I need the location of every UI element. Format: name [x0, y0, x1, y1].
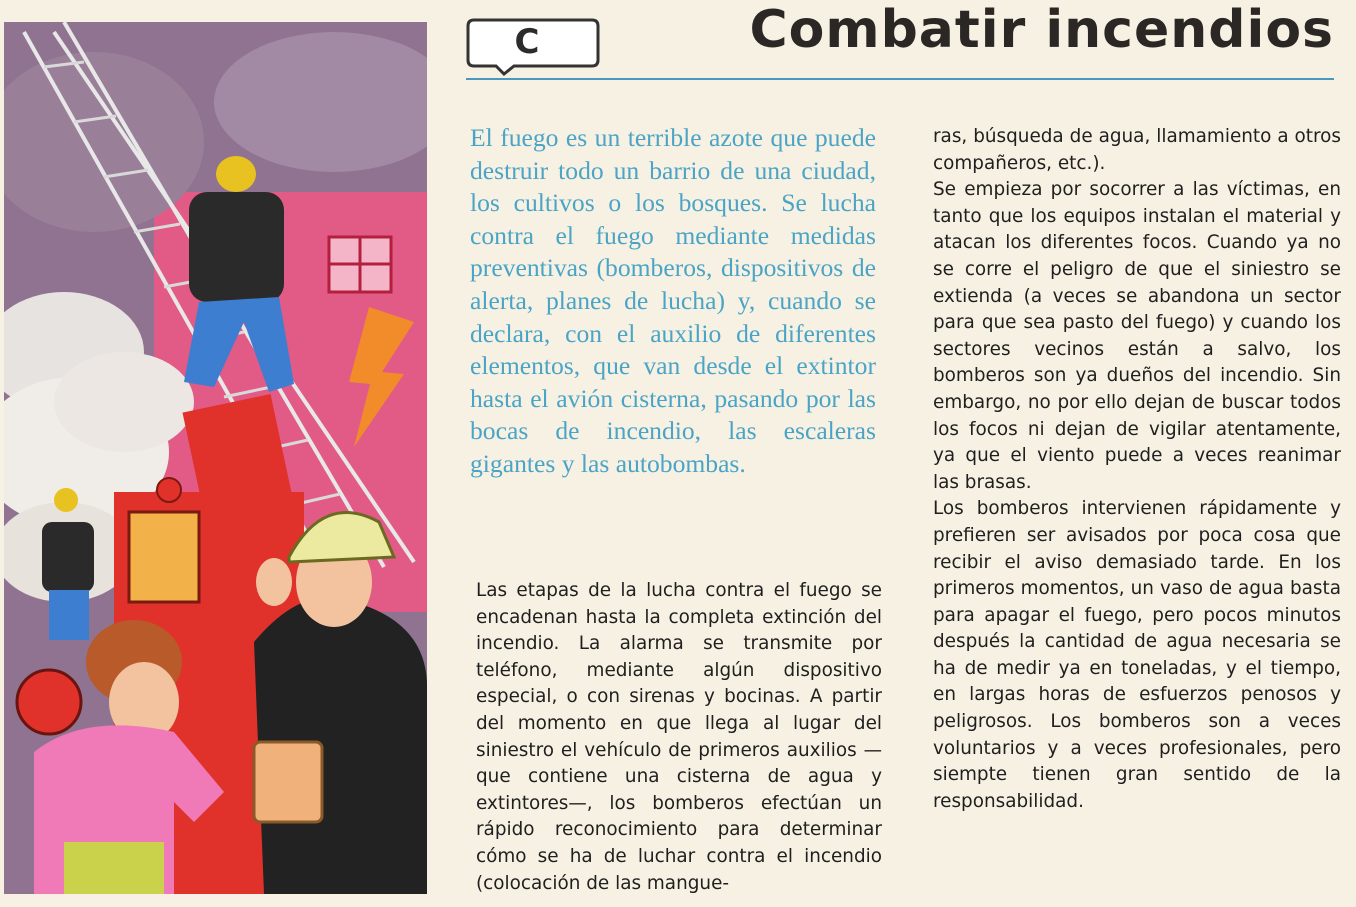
body-column-left: [476, 578, 882, 897]
body-paragraph: Los bomberos intervienen rápidamente y prefieren ser avisados por poca cosa que recibir el aviso demasiado tarde. En los primeros momentos, un vaso de agua basta para apagar el fuego, pero pocos minutos después la cantidad de agua necesaria se ha de medir ya en toneladas, y el tiempo, en largas horas de esfuerzos penosos y peligrosos. Los bomberos son a veces voluntarios y a veces profesionales, pero siempte tienen gran sentido de la responsabilidad.: [933, 498, 1341, 812]
body-paragraph: ras, búsqueda de agua, llamamiento a otros compañeros, etc.).: [933, 126, 1341, 174]
body-paragraph: Se empieza por socorrer a las víctimas, en tanto que los equipos instalan el material y atacan los diferentes focos. Cuando ya no se corre el peligro de que el siniestro se extienda (a veces se abandona un sector para que sea pasto del fuego) y cuando los sectores vecinos están a salvo, los bomberos son ya dueños del incendio. Sin embargo, no por ello dejan de buscar todos los focos ni dejan de vigilar atentamente, ya que el viento puede a veces reanimar las brasas.: [933, 179, 1341, 493]
section-tab: [466, 18, 600, 68]
body-paragraph: Las etapas de la lucha contra el fuego se encadenan hasta la completa extinción del incendio. La alarma se transmite por teléfono, mediante algún dispositivo especial, o con sirenas y bocinas. A partir del momento en que llega al lugar del siniestro el vehículo de primeros auxilios —que contiene una cisterna de agua y extintores—, los bomberos efectúan un rápido reconocimiento para determinar cómo se ha de luchar contra el incendio (colocación de las mangue-: [476, 580, 882, 894]
body-column-right: [933, 124, 1341, 815]
illustration-drawing: [4, 22, 427, 894]
section-letter: C: [514, 22, 540, 62]
intro-paragraph: El fuego es un terrible azote que puede destruir todo un barrio de una ciudad, los cultivos o los bosques. Se lucha contra el fuego mediante medidas preventivas (bomberos, dispositivos de alerta, planes de lucha) y, cuando se declara, con el auxilio de diferentes elementos, que van desde el extintor hasta el avión cisterna, pasando por las bocas de incendio, las escaleras gigantes y las autobombas.: [470, 123, 876, 478]
firefighters-illustration: [4, 22, 427, 894]
page-title: Combatir incendios: [749, 0, 1334, 60]
title-rule: [466, 78, 1334, 80]
